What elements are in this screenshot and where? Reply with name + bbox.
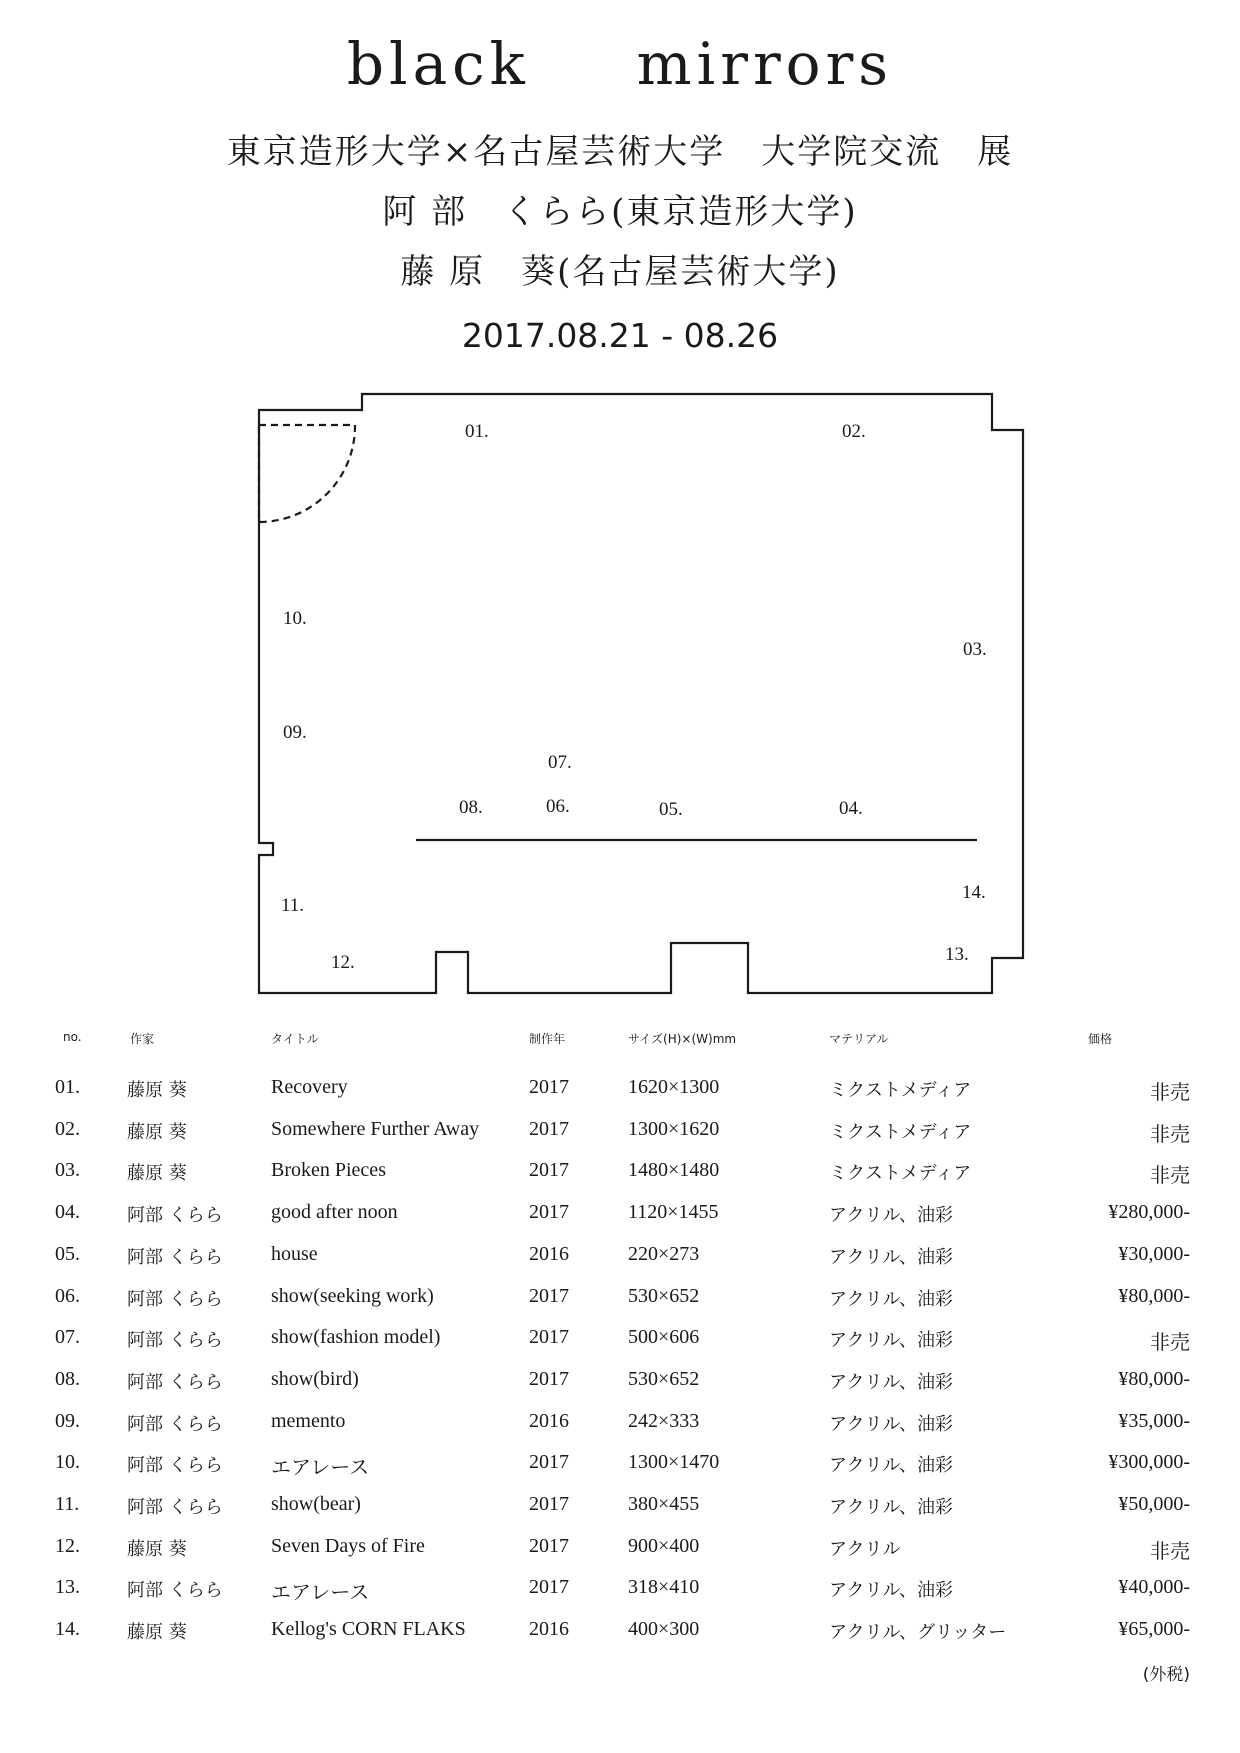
cell-artist: 阿部 くらら	[127, 1246, 223, 1268]
cell-material: アクリル、油彩	[829, 1246, 954, 1268]
cell-no: 05.	[55, 1242, 80, 1265]
cell-price: ¥40,000-	[1118, 1576, 1190, 1599]
cell-price: 非売	[1150, 1332, 1190, 1355]
cell-artist: 阿部 くらら	[127, 1497, 223, 1518]
cell-no: 04.	[55, 1201, 80, 1224]
cell-no: 14.	[55, 1618, 80, 1641]
column-header-size: サイズ(H)×(W)mm	[628, 1032, 737, 1046]
cell-artist: 阿部 くらら	[127, 1288, 223, 1310]
cell-artist: 藤原 葵	[127, 1163, 187, 1185]
exhibition-title: black mirrors	[346, 30, 894, 98]
cell-size: 530×652	[628, 1367, 700, 1390]
plan-label-6: 06.	[546, 796, 570, 817]
cell-size: 400×300	[628, 1618, 700, 1641]
cell-year: 2017	[529, 1493, 569, 1515]
cell-no: 12.	[55, 1534, 80, 1557]
cell-title: Somewhere Further Away	[271, 1117, 480, 1140]
cell-title: show(seeking work)	[271, 1284, 434, 1307]
exhibition-dates: 2017.08.21 - 08.26	[461, 316, 779, 355]
cell-artist: 藤原 葵	[127, 1622, 187, 1644]
cell-artist: 阿部 くらら	[127, 1455, 223, 1477]
cell-price: ¥80,000-	[1118, 1284, 1190, 1307]
cell-year: 2017	[529, 1159, 569, 1182]
cell-artist: 藤原 葵	[127, 1121, 187, 1143]
floor-plan-walls	[259, 394, 1023, 993]
table-row	[0, 1201, 1240, 1241]
table-row	[0, 1368, 1240, 1408]
plan-label-10: 10.	[283, 608, 307, 629]
cell-no: 08.	[55, 1367, 80, 1390]
table-row	[0, 1535, 1240, 1575]
cell-year: 2017	[529, 1284, 569, 1307]
column-header-artist: 作家	[130, 1032, 155, 1046]
artist-line-2: 藤 原 葵(名古屋芸術大学)	[400, 252, 840, 292]
cell-size: 900×400	[628, 1534, 700, 1557]
cell-size: 1300×1620	[628, 1117, 720, 1140]
cell-material: アクリル、グリッター	[829, 1622, 1007, 1644]
cell-material: アクリル、油彩	[829, 1330, 954, 1352]
cell-material: アクリル、油彩	[829, 1288, 954, 1310]
table-row	[0, 1118, 1240, 1158]
cell-size: 530×652	[628, 1284, 700, 1307]
cell-no: 09.	[55, 1409, 80, 1432]
cell-size: 1620×1300	[628, 1076, 720, 1098]
table-row	[0, 1285, 1240, 1325]
table-row	[0, 1618, 1240, 1658]
cell-artist: 藤原 葵	[127, 1538, 187, 1560]
cell-year: 2017	[529, 1367, 569, 1390]
cell-year: 2017	[529, 1451, 569, 1474]
cell-no: 11.	[55, 1493, 80, 1515]
table-row	[0, 1451, 1240, 1491]
door-swing	[259, 425, 355, 522]
cell-price: ¥300,000-	[1108, 1451, 1190, 1474]
cell-title: エアレース	[271, 1582, 370, 1605]
table-row	[0, 1493, 1240, 1533]
cell-price: ¥65,000-	[1118, 1618, 1190, 1641]
cell-year: 2016	[529, 1618, 569, 1641]
cell-title: house	[271, 1242, 318, 1265]
cell-size: 242×333	[628, 1409, 700, 1432]
cell-title: Seven Days of Fire	[271, 1534, 425, 1557]
cell-price: 非売	[1150, 1082, 1190, 1104]
cell-no: 02.	[55, 1117, 80, 1140]
cell-material: ミクストメディア	[829, 1121, 972, 1143]
cell-price: ¥35,000-	[1118, 1409, 1190, 1432]
cell-size: 380×455	[628, 1493, 700, 1515]
plan-label-7: 07.	[548, 752, 572, 773]
cell-size: 500×606	[628, 1326, 700, 1349]
plan-label-3: 03.	[963, 639, 987, 660]
cell-year: 2017	[529, 1326, 569, 1349]
table-row	[0, 1326, 1240, 1366]
plan-label-14: 14.	[962, 882, 986, 903]
cell-title: good after noon	[271, 1201, 398, 1224]
plan-label-11: 11.	[281, 895, 305, 916]
plan-label-4: 04.	[839, 798, 863, 819]
cell-title: エアレース	[271, 1457, 370, 1480]
column-header-price: 価格	[1088, 1032, 1113, 1046]
plan-label-13: 13.	[945, 944, 969, 965]
table-row	[0, 1410, 1240, 1450]
tax-note: (外税)	[1142, 1665, 1190, 1685]
cell-year: 2017	[529, 1076, 569, 1098]
cell-material: ミクストメディア	[829, 1163, 972, 1185]
cell-year: 2017	[529, 1201, 569, 1224]
column-header-title: タイトル	[271, 1032, 319, 1046]
cell-title: memento	[271, 1409, 346, 1432]
cell-material: アクリル、油彩	[829, 1580, 954, 1602]
cell-title: show(fashion model)	[271, 1326, 441, 1349]
cell-year: 2017	[529, 1117, 569, 1140]
cell-no: 01.	[55, 1076, 80, 1098]
cell-no: 13.	[55, 1576, 80, 1599]
table-row	[0, 1576, 1240, 1616]
cell-title: Kellog's CORN FLAKS	[271, 1618, 466, 1641]
cell-year: 2017	[529, 1576, 569, 1599]
cell-artist: 阿部 くらら	[127, 1371, 223, 1393]
cell-title: show(bear)	[271, 1493, 361, 1515]
cell-title: Recovery	[271, 1076, 348, 1098]
cell-material: アクリル、油彩	[829, 1497, 954, 1518]
table-row	[0, 1159, 1240, 1199]
cell-year: 2017	[529, 1534, 569, 1557]
cell-title: show(bird)	[271, 1367, 359, 1390]
cell-price: ¥280,000-	[1108, 1201, 1190, 1224]
plan-label-9: 09.	[283, 722, 307, 743]
plan-label-1: 01.	[465, 421, 489, 442]
artist-line-1: 阿 部 くらら(東京造形大学)	[382, 192, 858, 232]
table-row	[0, 1243, 1240, 1283]
cell-size: 1120×1455	[628, 1201, 719, 1224]
column-header-year: 制作年	[529, 1032, 566, 1046]
cell-material: アクリル、油彩	[829, 1371, 954, 1393]
cell-no: 03.	[55, 1159, 80, 1182]
cell-no: 06.	[55, 1284, 80, 1307]
cell-price: ¥80,000-	[1118, 1367, 1190, 1390]
plan-label-8: 08.	[459, 797, 483, 818]
cell-price: ¥50,000-	[1118, 1493, 1190, 1515]
cell-price: 非売	[1150, 1540, 1190, 1563]
plan-label-2: 02.	[842, 421, 866, 442]
cell-material: アクリル、油彩	[829, 1413, 954, 1435]
cell-artist: 阿部 くらら	[127, 1580, 223, 1602]
cell-title: Broken Pieces	[271, 1159, 386, 1182]
cell-no: 07.	[55, 1326, 80, 1349]
cell-material: ミクストメディア	[829, 1080, 972, 1101]
cell-size: 1300×1470	[628, 1451, 720, 1474]
cell-year: 2016	[529, 1242, 569, 1265]
plan-label-12: 12.	[331, 952, 355, 973]
cell-size: 318×410	[628, 1576, 700, 1599]
cell-price: 非売	[1150, 1123, 1190, 1146]
cell-price: 非売	[1150, 1165, 1190, 1188]
cell-artist: 阿部 くらら	[127, 1413, 223, 1435]
cell-year: 2016	[529, 1409, 569, 1432]
cell-material: アクリル	[829, 1538, 901, 1560]
cell-artist: 藤原 葵	[127, 1080, 187, 1101]
exhibition-subtitle: 東京造形大学×名古屋芸術大学 大学院交流 展	[226, 132, 1014, 172]
table-row	[0, 1076, 1240, 1116]
cell-price: ¥30,000-	[1118, 1242, 1190, 1265]
plan-label-5: 05.	[659, 799, 683, 820]
column-header-no: no.	[63, 1030, 82, 1044]
cell-size: 220×273	[628, 1242, 700, 1265]
cell-material: アクリル、油彩	[829, 1455, 954, 1477]
cell-no: 10.	[55, 1451, 80, 1474]
cell-artist: 阿部 くらら	[127, 1205, 223, 1227]
cell-size: 1480×1480	[628, 1159, 720, 1182]
column-header-material: マテリアル	[829, 1032, 889, 1046]
cell-material: アクリル、油彩	[829, 1205, 954, 1227]
cell-artist: 阿部 くらら	[127, 1330, 223, 1352]
